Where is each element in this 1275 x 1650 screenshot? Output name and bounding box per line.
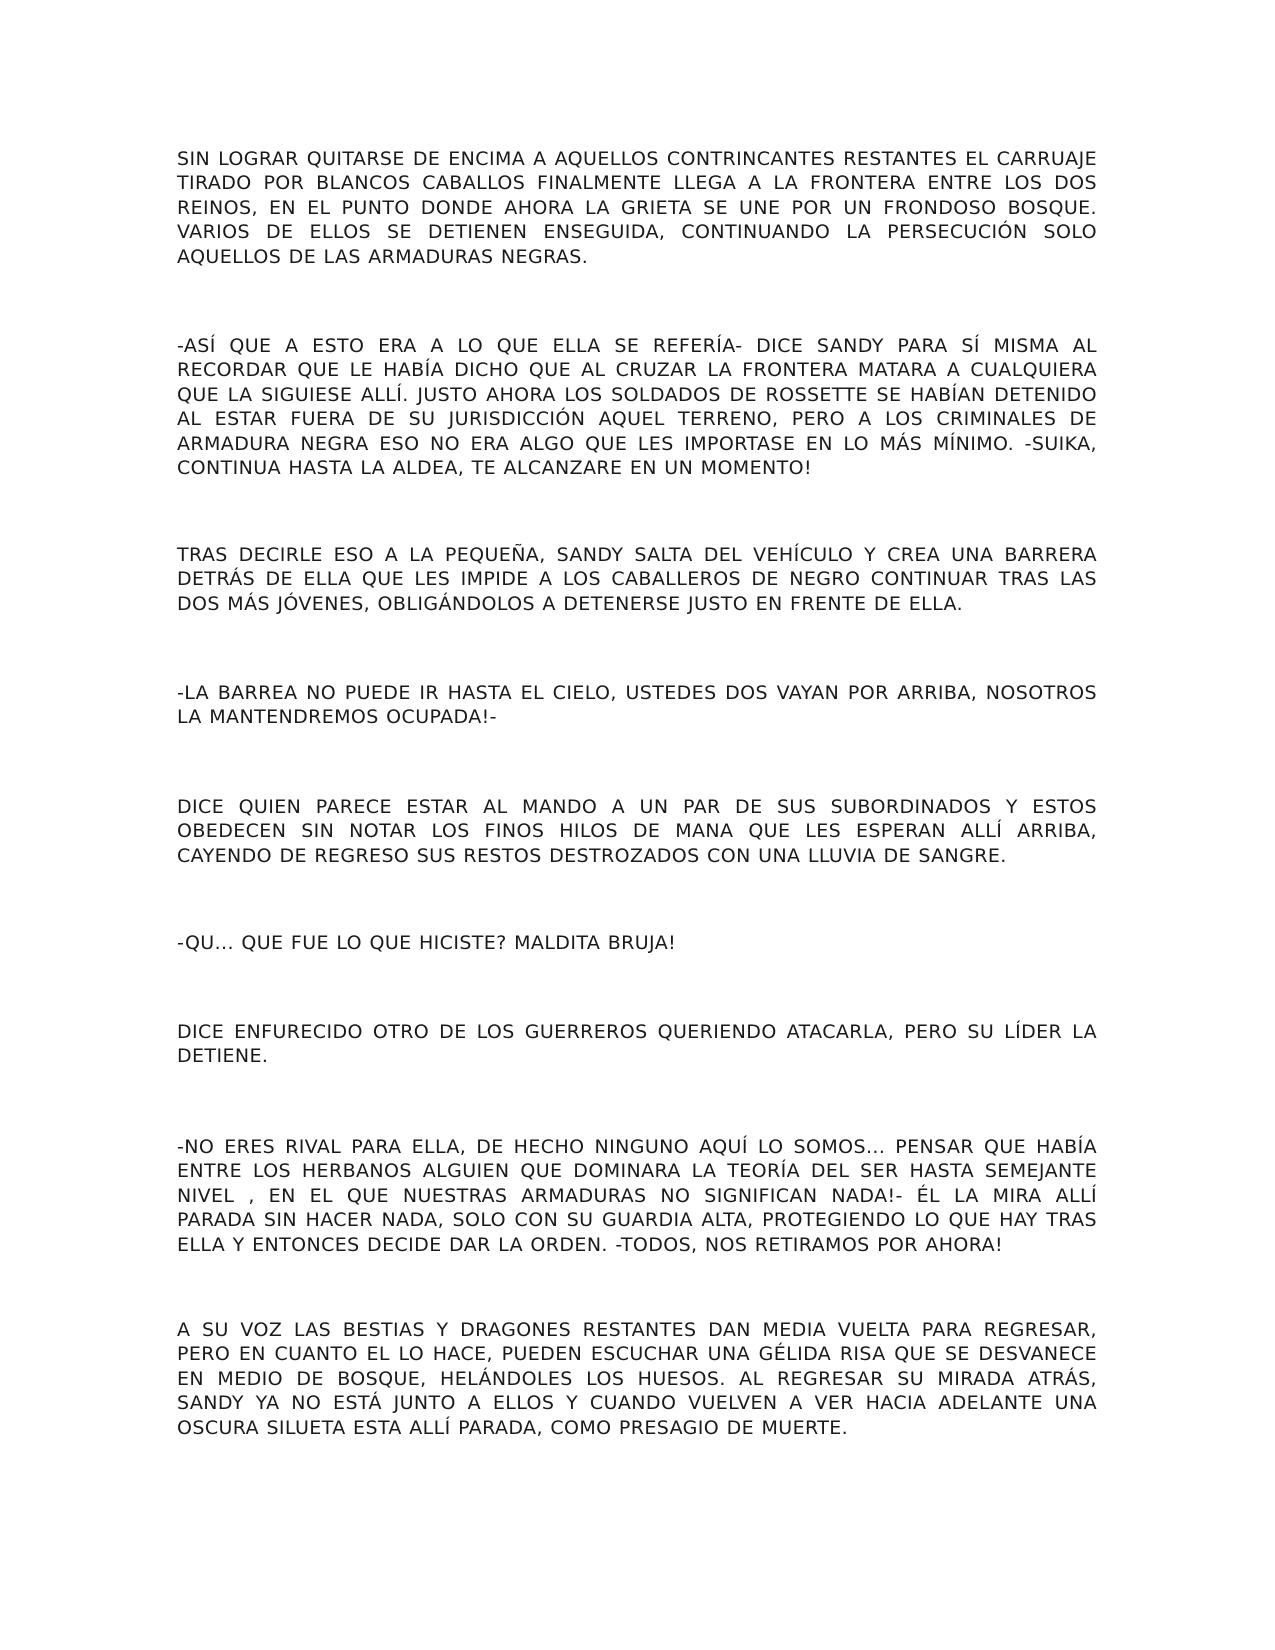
paragraph-2: -ASÍ QUE A ESTO ERA A LO QUE ELLA SE REFERÍA- DICE SANDY PARA SÍ MISMA AL RECORDAR QUE LE HABÍA DICHO QUE AL CRUZAR LA FRONTERA MATARA A CUALQUIERA QUE LA SIGUIESE ALLÍ. JUSTO AHORA LOS SOLDADOS DE ROSSETTE SE HABÍAN DETENIDO AL ESTAR FUERA DE SU JURISDICCIÓN AQUEL TERRENO, PERO A LOS CRIMINALES DE ARMADURA NEGRA ESO NO ERA ALGO QUE LES IMPORTASE EN LO MÁS MÍNIMO. -SUIKA, CONTINUA HASTA LA ALDEA, TE ALCANZARE EN UN MOMENTO! [177, 335, 1097, 480]
paragraph-5: DICE QUIEN PARECE ESTAR AL MANDO A UN PAR DE SUS SUBORDINADOS Y ESTOS OBEDECEN SIN NOTAR LOS FINOS HILOS DE MANA QUE LES ESPERAN ALLÍ ARRIBA, CAYENDO DE REGRESO SUS RESTOS DESTROZADOS CON UNA LLUVIA DE SANGRE. [177, 796, 1097, 867]
paragraph-8: -NO ERES RIVAL PARA ELLA, DE HECHO NINGUNO AQUÍ LO SOMOS... PENSAR QUE HABÍA ENTRE LOS HERBANOS ALGUIEN QUE DOMINARA LA TEORÍA DEL SER HASTA SEMEJANTE NIVEL , EN EL QUE NUESTRAS ARMADURAS NO SIGNIFICAN NADA!- ÉL LA MIRA ALLÍ PARADA SIN HACER NADA, SOLO CON SU GUARDIA ALTA, PROTEGIENDO LO QUE HAY TRAS ELLA Y ENTONCES DECIDE DAR LA ORDEN. -TODOS, NOS RETIRAMOS POR AHORA! [177, 1136, 1097, 1256]
paragraph-6: -QU... QUE FUE LO QUE HICISTE? MALDITA BRUJA! [177, 932, 677, 954]
paragraph-7: DICE ENFURECIDO OTRO DE LOS GUERREROS QUERIENDO ATACARLA, PERO SU LÍDER LA DETIENE. [177, 1021, 1097, 1068]
paragraph-3: TRAS DECIRLE ESO A LA PEQUEÑA, SANDY SALTA DEL VEHÍCULO Y CREA UNA BARRERA DETRÁS DE ELLA QUE LES IMPIDE A LOS CABALLEROS DE NEGRO CONTINUAR TRAS LAS DOS MÁS JÓVENES, OBLIGÁNDOLOS A DETENERSE JUSTO EN FRENTE DE ELLA. [177, 544, 1097, 615]
paragraph-1: SIN LOGRAR QUITARSE DE ENCIMA A AQUELLOS CONTRINCANTES RESTANTES EL CARRUAJE TIRADO POR BLANCOS CABALLOS FINALMENTE LLEGA A LA FRONTERA ENTRE LOS DOS REINOS, EN EL PUNTO DONDE AHORA LA GRIETA SE UNE POR UN FRONDOSO BOSQUE. VARIOS DE ELLOS SE DETIENEN ENSEGUIDA, CONTINUANDO LA PERSECUCIÓN SOLO AQUELLOS DE LAS ARMADURAS NEGRAS. [177, 148, 1097, 268]
paragraph-4: -LA BARREA NO PUEDE IR HASTA EL CIELO, USTEDES DOS VAYAN POR ARRIBA, NOSOTROS LA MANTENDREMOS OCUPADA!- [177, 682, 1097, 729]
paragraph-9: A SU VOZ LAS BESTIAS Y DRAGONES RESTANTES DAN MEDIA VUELTA PARA REGRESAR, PERO EN CUANTO EL LO HACE, PUEDEN ESCUCHAR UNA GÉLIDA RISA QUE SE DESVANECE EN MEDIO DE BOSQUE, HELÁNDOLES LOS HUESOS. AL REGRESAR SU MIRADA ATRÁS, SANDY YA NO ESTÁ JUNTO A ELLOS Y CUANDO VUELVEN A VER HACIA ADELANTE UNA OSCURA SILUETA ESTA ALLÍ PARADA, COMO PRESAGIO DE MUERTE. [177, 1319, 1097, 1439]
